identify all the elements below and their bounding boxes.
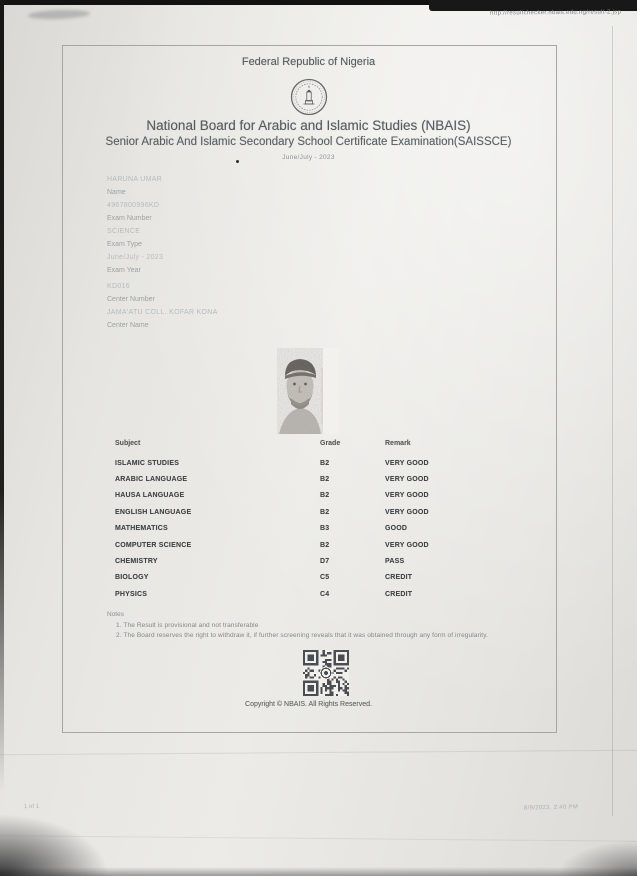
subject-cell: MATHEMATICS	[115, 525, 168, 533]
subject-cell: ARABIC LANGUAGE	[115, 476, 188, 484]
board-name: National Board for Arabic and Islamic Studies (NBAIS)	[146, 118, 471, 133]
nbais-seal-icon	[62, 78, 555, 121]
field-value: SCIENCE	[107, 228, 141, 235]
field-label: Name	[107, 189, 126, 196]
grade-cell: C4	[320, 590, 330, 598]
candidate-photo	[277, 348, 339, 434]
table-row	[115, 553, 523, 569]
table-header-row	[115, 440, 523, 455]
field-label: Center Number	[107, 296, 155, 303]
field-label: Exam Type	[107, 241, 142, 248]
candidate-field-center-name	[107, 309, 218, 329]
notes-section	[107, 611, 488, 642]
grade-cell: D7	[320, 558, 330, 566]
grade-cell: B2	[320, 459, 330, 467]
field-label: Exam Year	[107, 267, 141, 274]
remark-cell: GOOD	[385, 525, 408, 533]
note-item: 2. The Board reserves the right to withdraw it, if further screening reveals that it was obtained through any form of irregularity.	[116, 632, 488, 639]
remark-cell: CREDIT	[385, 590, 413, 598]
grade-cell: C5	[320, 574, 330, 582]
qr-code-icon	[303, 650, 349, 696]
note-item: 1. The Result is provisional and not transferable	[116, 622, 259, 629]
candidate-field-exam-number	[107, 202, 218, 222]
print-header-url: http://resultchecker.nbais.edu.ng/result-2.jsp	[489, 9, 622, 17]
grade-cell: B2	[320, 541, 330, 549]
column-header-grade: Grade	[320, 440, 341, 447]
field-value: KD016	[107, 283, 130, 290]
column-header-subject: Subject	[115, 440, 141, 447]
field-label: Center Name	[107, 322, 149, 329]
table-row	[115, 570, 523, 586]
paper-crease	[0, 750, 637, 755]
grade-cell: B3	[320, 525, 330, 533]
ink-dot	[236, 160, 239, 163]
country-title: Federal Republic of Nigeria	[241, 56, 376, 68]
results-table	[115, 440, 523, 603]
scan-edge-bottom	[0, 867, 637, 876]
grade-cell: B2	[320, 508, 330, 516]
column-header-remark: Remark	[385, 440, 411, 447]
table-row	[115, 455, 523, 471]
table-row	[115, 537, 523, 553]
candidate-field-exam-year	[107, 254, 218, 274]
copyright-text: Copyright © NBAIS. All Rights Reserved.	[245, 701, 372, 708]
subject-cell: CHEMISTRY	[115, 558, 158, 566]
subject-cell: COMPUTER SCIENCE	[115, 541, 192, 549]
subject-cell: BIOLOGY	[115, 574, 149, 582]
notes-title: Notes	[107, 611, 124, 618]
remark-cell: VERY GOOD	[385, 492, 429, 500]
scan-edge-left	[0, 0, 4, 792]
field-value: JAMA'ATU COLL. KOFAR KONA	[107, 309, 218, 316]
subject-cell: PHYSICS	[115, 590, 148, 598]
remark-cell: VERY GOOD	[385, 459, 429, 467]
candidate-details	[107, 176, 218, 335]
grade-cell: B2	[320, 476, 330, 484]
candidate-field-exam-type	[107, 228, 218, 248]
field-label: Exam Number	[107, 215, 152, 222]
field-value: 4967800996KD	[107, 202, 160, 209]
table-row	[115, 488, 523, 504]
print-footer-datetime: 8/9/2023, 2:40 PM	[523, 804, 579, 812]
scanner-smudge	[28, 9, 90, 20]
subject-cell: HAUSA LANGUAGE	[115, 492, 185, 500]
subject-cell: ENGLISH LANGUAGE	[115, 508, 192, 516]
exam-title: Senior Arabic And Islamic Secondary School Certificate Examination(SAISSCE)	[105, 136, 512, 148]
table-row	[115, 586, 523, 602]
exam-session: June/July - 2023	[282, 154, 335, 161]
remark-cell: PASS	[385, 558, 405, 566]
table-row	[115, 471, 523, 487]
remark-cell: CREDIT	[385, 574, 413, 582]
paper-edge-line	[612, 26, 613, 816]
subject-cell: ISLAMIC STUDIES	[115, 459, 180, 467]
candidate-field-name	[107, 176, 218, 196]
table-row	[115, 521, 523, 537]
remark-cell: VERY GOOD	[385, 508, 429, 516]
field-value: June/July - 2023	[107, 254, 164, 261]
remark-cell: VERY GOOD	[385, 541, 429, 549]
candidate-field-center-number	[107, 283, 218, 303]
table-row	[115, 504, 523, 520]
remark-cell: VERY GOOD	[385, 476, 429, 484]
field-value: HARUNA UMAR	[107, 176, 163, 183]
grade-cell: B2	[320, 492, 330, 500]
print-footer-page: 1 of 1	[23, 803, 40, 811]
